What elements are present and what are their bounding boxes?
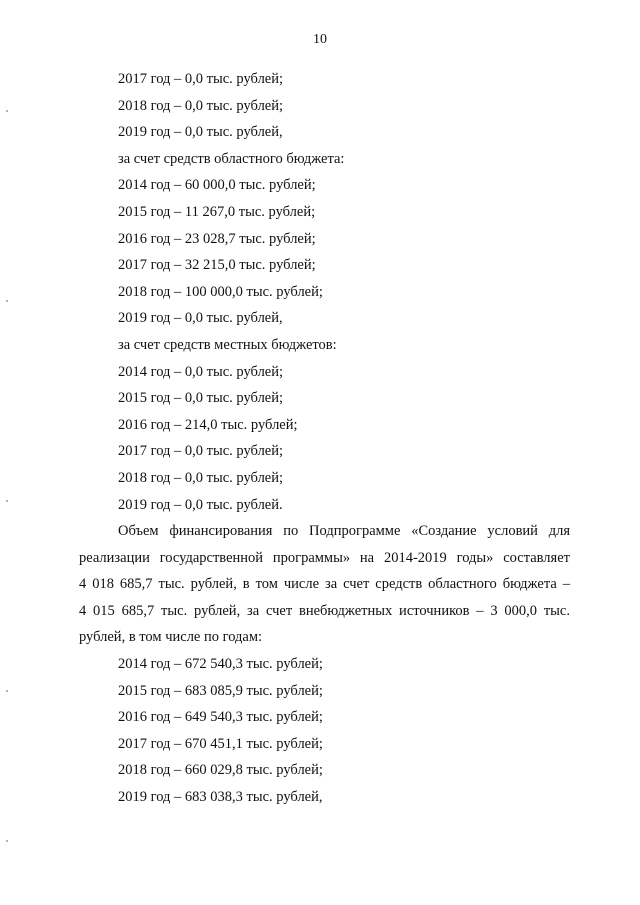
scan-speck <box>6 690 8 692</box>
financing-paragraph <box>79 518 570 651</box>
paragraph-line: рублей, в том числе по годам: <box>79 629 263 646</box>
text-line: 2017 год – 0,0 тыс. рублей; <box>118 443 284 460</box>
scan-speck <box>6 840 8 842</box>
text-line: 2017 год – 32 215,0 тыс. рублей; <box>118 257 316 274</box>
text-line: 2014 год – 0,0 тыс. рублей; <box>118 363 284 380</box>
paragraph-line: Объем финансирования по Подпрограмме «Создание условий для <box>118 523 570 540</box>
text-line: 2014 год – 60 000,0 тыс. рублей; <box>118 177 316 194</box>
text-line: 2017 год – 670 451,1 тыс. рублей; <box>118 735 323 752</box>
scan-speck <box>6 110 8 112</box>
text-line: 2017 год – 0,0 тыс. рублей; <box>118 71 284 87</box>
text-line: 2015 год – 0,0 тыс. рублей; <box>118 390 284 407</box>
text-line: 2019 год – 683 038,3 тыс. рублей, <box>118 789 323 806</box>
text-line: 2016 год – 649 540,3 тыс. рублей; <box>118 709 323 726</box>
text-line: 2019 год – 0,0 тыс. рублей, <box>118 124 283 141</box>
text-line: за счет средств областного бюджета: <box>118 150 345 167</box>
page-number: 10 <box>313 32 327 47</box>
paragraph-line: 4 015 685,7 тыс. рублей, за счет внебюджетных источников – 3 000,0 тыс. <box>79 602 570 619</box>
text-line: 2018 год – 0,0 тыс. рублей; <box>118 469 284 486</box>
scan-speck <box>6 500 8 502</box>
text-line: 2016 год – 214,0 тыс. рублей; <box>118 416 298 433</box>
text-line: 2019 год – 0,0 тыс. рублей. <box>118 496 283 513</box>
paragraph-line: 4 018 685,7 тыс. рублей, в том числе за счет средств областного бюджета – <box>79 576 570 593</box>
text-line: 2014 год – 672 540,3 тыс. рублей; <box>118 656 323 673</box>
text-line: 2015 год – 683 085,9 тыс. рублей; <box>118 682 323 699</box>
text-line: 2015 год – 11 267,0 тыс. рублей; <box>118 203 316 220</box>
text-line: 2018 год – 0,0 тыс. рублей; <box>118 97 284 114</box>
text-line: 2019 год – 0,0 тыс. рублей, <box>118 310 283 327</box>
text-line: 2018 год – 100 000,0 тыс. рублей; <box>118 283 323 300</box>
text-line: 2018 год – 660 029,8 тыс. рублей; <box>118 762 323 779</box>
document-body <box>79 66 570 811</box>
text-line: за счет средств местных бюджетов: <box>118 336 337 353</box>
scan-speck <box>6 300 8 302</box>
paragraph-line: реализации государственной программы» на 2014-2019 годы» составляет <box>79 549 570 566</box>
text-line: 2016 год – 23 028,7 тыс. рублей; <box>118 230 316 247</box>
